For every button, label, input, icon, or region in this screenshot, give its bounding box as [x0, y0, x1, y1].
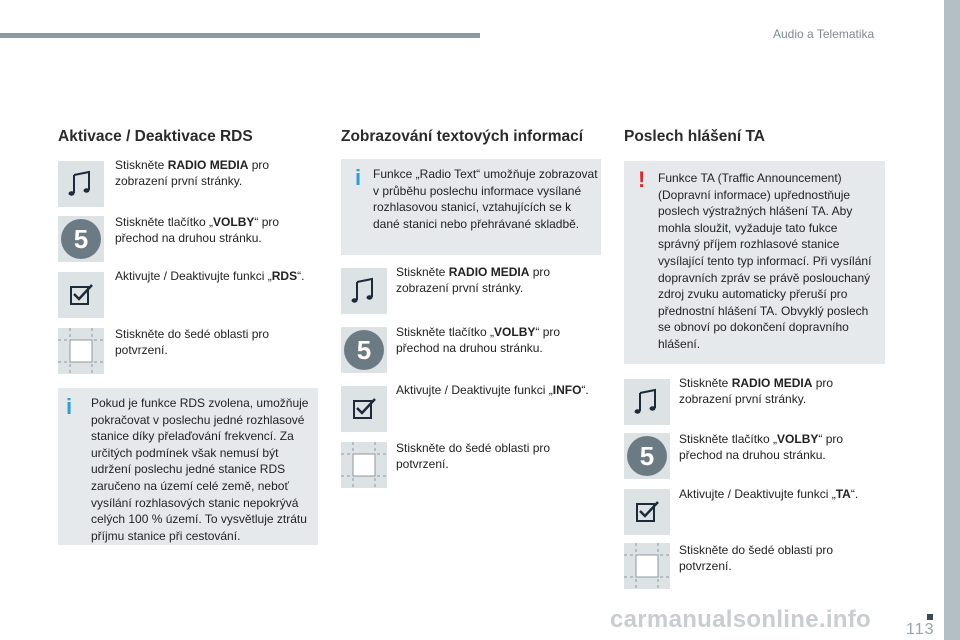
header-title: Audio a Telematika	[773, 27, 875, 41]
step-confirm: Stiskněte do šedé oblasti pro potvrzení.	[396, 441, 551, 471]
grey-area-icon	[341, 442, 387, 488]
warning-box-ta	[624, 161, 885, 364]
step-volby: Stiskněte tlačítko „VOLBY“ pro přechod na druhou stránku.	[396, 325, 561, 355]
info-icon: i	[355, 165, 362, 190]
step-number-badge: 5	[624, 433, 670, 479]
step-activate-info: Aktivujte / Deaktivujte funkci „INFO“.	[396, 383, 589, 397]
checkbox-icon	[341, 386, 387, 432]
music-note-icon	[341, 268, 387, 314]
info-box-rds	[58, 388, 318, 545]
checkbox-icon	[58, 272, 104, 318]
warning-text: Funkce TA (Traffic Announcement) (Dopravní informace) upřednostňuje poslech výstražných hlášení TA. Aby mohla sloužit, vyžaduje tato fukce správný příjem rozhlasové stanice vysílající tento typ informací. Při vysílání dopravních zpráv se právě poslouchaný zdroj zvuku automaticky přeruší pro přednostní hlášení TA. Obvyklý poslech se obnoví po dokončení dopravního hlášení.	[658, 171, 872, 351]
info-box-radiotext	[341, 159, 601, 255]
step-activate-rds: Aktivujte / Deaktivujte funkci „RDS“.	[115, 269, 305, 283]
step-volby: Stiskněte tlačítko „VOLBY“ pro přechod na druhou stránku.	[679, 432, 844, 462]
grey-area-icon	[624, 543, 670, 589]
info-text: Funkce „Radio Text“ umožňuje zobrazovat v průběhu poslechu informace vysílané rozhlasovou stanicí, vztahujících se k dané stanici nebo přehrávané skladbě.	[373, 167, 598, 231]
step-confirm: Stiskněte do šedé oblasti pro potvrzení.	[679, 543, 834, 573]
step-volby: Stiskněte tlačítko „VOLBY“ pro přechod na druhou stránku.	[115, 215, 280, 245]
info-text: Pokud je funkce RDS zvolena, umožňuje pokračovat v poslechu jedné rozhlasové stanice díky přelaďování frekvencí. Za určitých podmínek však nemusí být udržení poslechu jedné stanice RDS zaručeno na území celé země, neboť vysílání rozhlasových stanic nepokrývá celých 100 % území. To vysvětluje ztrátu příjmu stanice při cestování.	[91, 396, 309, 543]
section-title-text-info: Zobrazování textových informací	[341, 128, 584, 145]
info-icon: i	[66, 394, 73, 419]
section-title-ta: Poslech hlášení TA	[624, 128, 765, 145]
step-number-badge: 5	[341, 327, 387, 373]
step-activate-ta: Aktivujte / Deaktivujte funkci „TA“.	[679, 487, 859, 501]
watermark: carmanualsonline.info	[610, 606, 872, 633]
step-number-badge: 5	[58, 216, 104, 262]
header-bar	[0, 33, 480, 38]
grey-area-icon	[58, 328, 104, 374]
music-note-icon	[58, 161, 104, 207]
step-radio-media: Stiskněte RADIO MEDIA pro zobrazení první stránky.	[396, 265, 551, 295]
page-edge-bar	[944, 0, 960, 640]
section-title-rds: Aktivace / Deaktivace RDS	[58, 128, 253, 145]
music-note-icon	[624, 379, 670, 425]
step-radio-media: Stiskněte RADIO MEDIA pro zobrazení první stránky.	[679, 376, 834, 406]
step-radio-media: Stiskněte RADIO MEDIA pro zobrazení první stránky.	[115, 158, 270, 188]
page-marker	[927, 614, 933, 620]
page-number: 113	[906, 621, 935, 638]
step-confirm: Stiskněte do šedé oblasti pro potvrzení.	[115, 327, 270, 357]
warning-icon: !	[638, 167, 646, 192]
checkbox-icon	[624, 489, 670, 535]
